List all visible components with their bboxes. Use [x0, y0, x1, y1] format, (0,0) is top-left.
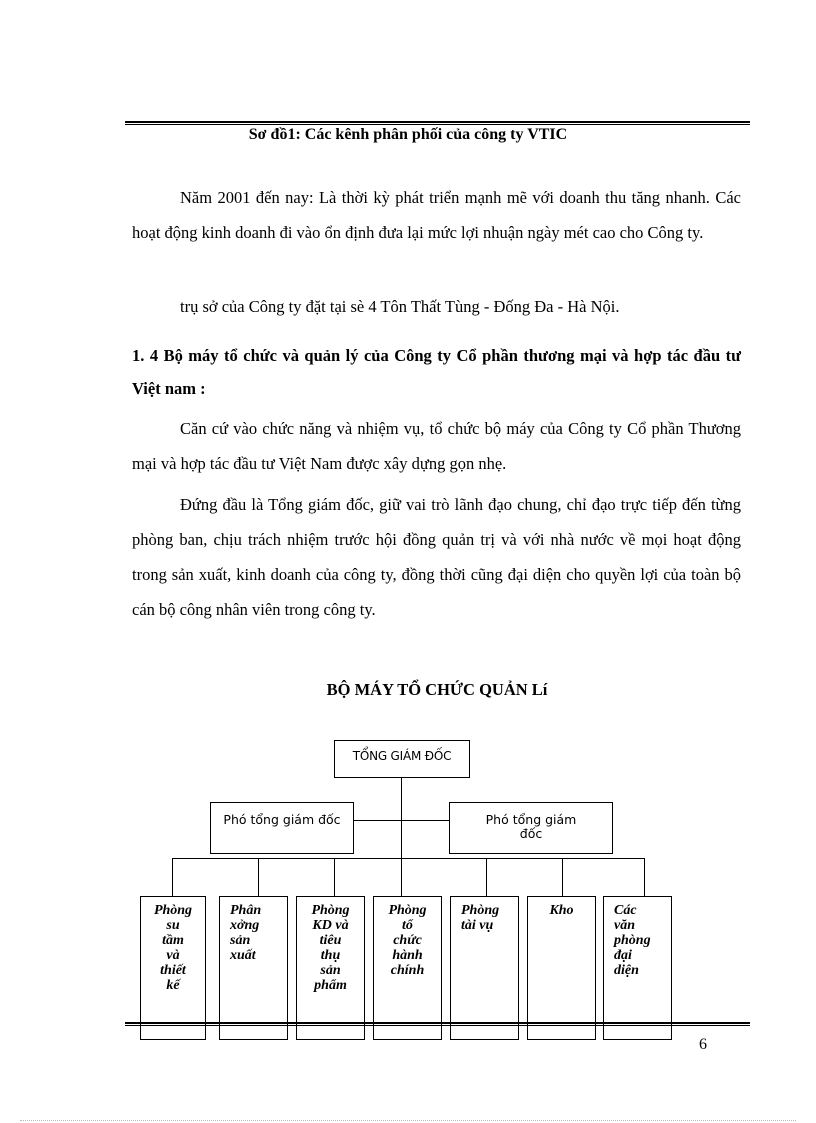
connector-main [401, 778, 402, 896]
page-number: 6 [699, 1036, 707, 1053]
footer-rule [125, 1022, 750, 1026]
dept-finance-box: Phòng tài vụ [450, 896, 519, 1040]
header-rule [125, 121, 750, 125]
paragraph-4: Đứng đầu là Tổng giám đốc, giữ vai trò lãnh đạo chung, chỉ đạo trực tiếp đến từng phòng ban, chịu trách nhiệm trước hội đồng quản trị và với nhà nước về mọi hoạt động trong sản xuất, kinh doanh của công ty, đồng thời cũng đại diện cho quyền lợi của toàn bộ cán bộ công nhân viên trong công ty. [132, 495, 741, 619]
paragraph-1: Năm 2001 đến nay: Là thời kỳ phát triển mạnh mẽ với doanh thu tăng nhanh. Các hoạt động kinh doanh đi vào ổn định đưa lại mức lợi nhuận ngày mét cao cho Công ty. [132, 188, 741, 242]
dept-production-box: Phân xởng sản xuất [219, 896, 288, 1040]
connector-departments [172, 858, 644, 859]
dept-admin-box: Phòng tổ chức hành chính [373, 896, 442, 1040]
connector-dept-1 [172, 858, 173, 896]
page-edge [20, 1120, 796, 1121]
dept-research-design-box: Phòng su tầm và thiết kế [140, 896, 206, 1040]
org-chart-title: BỘ MÁY TỔ CHỨC QUẢN Lí [326, 680, 548, 699]
connector-dept-6 [562, 858, 563, 896]
dept-offices-box: Các văn phòng đại diện [603, 896, 672, 1040]
connector-dept-5 [486, 858, 487, 896]
ceo-box: TỔNG GIÁM ĐỐC [334, 740, 470, 778]
connector-dept-3 [334, 858, 335, 896]
dept-warehouse-box: Kho [527, 896, 596, 1040]
paragraph-3: Căn cứ vào chức năng và nhiệm vụ, tổ chức bộ máy của Công ty Cổ phần Thương mại và hợp tác đầu tư Việt Nam được xây dựng gọn nhẹ. [132, 419, 741, 473]
dept-sales-box: Phòng KD và tiêu thụ sản phẩm [296, 896, 365, 1040]
figure-caption: Sơ đồ1: Các kênh phân phối của công ty VTIC [248, 126, 568, 143]
section-heading: 1. 4 Bộ máy tổ chức và quản lý của Công ty Cổ phần thương mại và hợp tác đầu tư Việt nam : [132, 346, 741, 398]
vice-director-right-box: Phó tổng giám đốc [449, 802, 613, 854]
connector-dept-7 [644, 858, 645, 896]
connector-dept-2 [258, 858, 259, 896]
connector-vp [353, 820, 449, 821]
paragraph-2: trụ sở của Công ty đặt tại sè 4 Tôn Thất Tùng - Đống Đa - Hà Nội. [180, 297, 620, 316]
vice-director-left-box: Phó tổng giám đốc [210, 802, 354, 854]
